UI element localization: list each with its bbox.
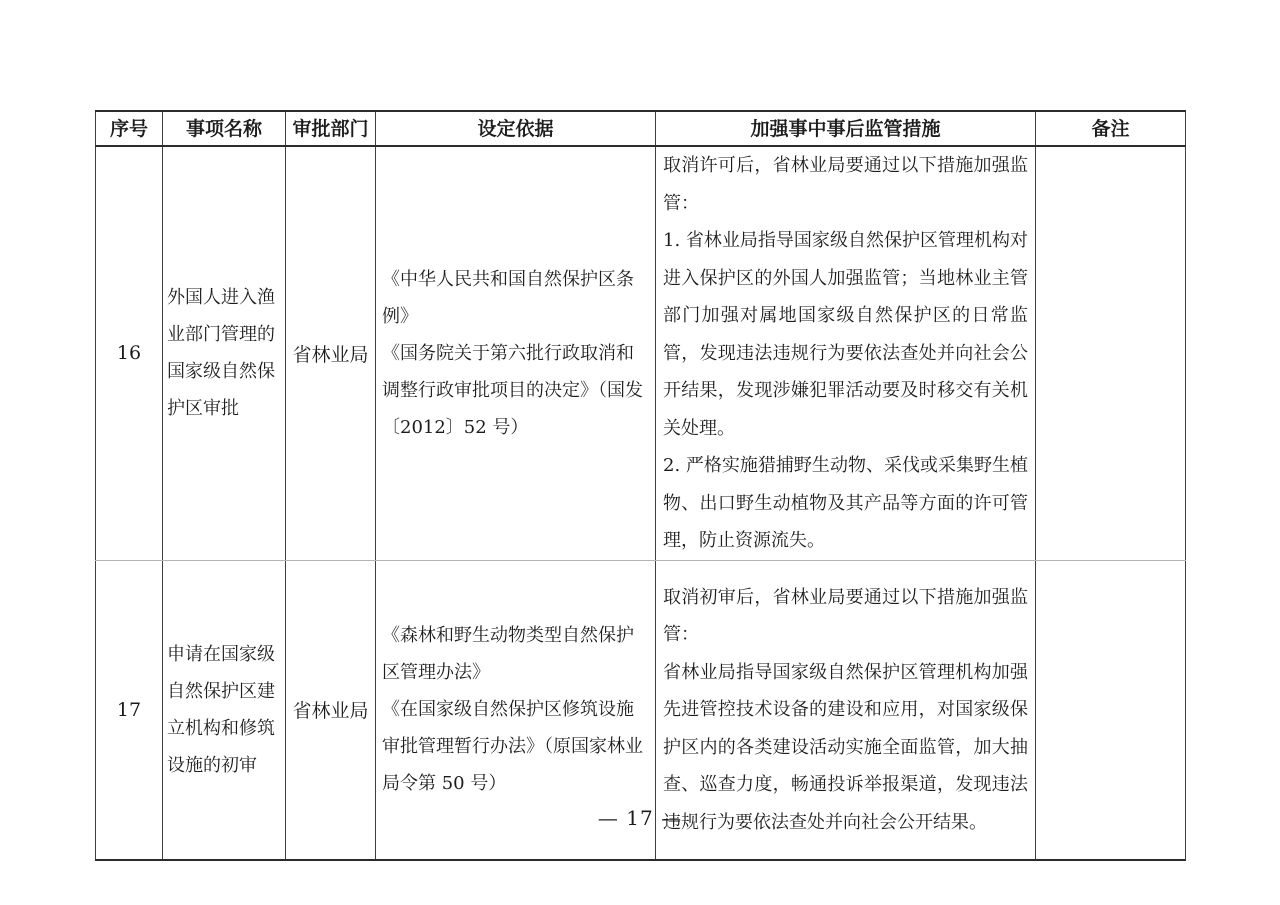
page-number: — 17 —	[597, 806, 683, 830]
measures-paragraph: 取消许可后，省林业局要通过以下措施加强监管：	[663, 155, 1028, 214]
table-row	[96, 146, 1186, 560]
item-name	[163, 146, 286, 560]
regulation-table	[95, 110, 1186, 861]
item-name-text: 外国人进入渔业部门管理的国家级自然保护区审批	[167, 287, 275, 420]
measures-paragraph: 1. 省林业局指导国家级自然保护区管理机构对进入保护区的外国人加强监管；当地林业主管部门加强对属地国家级自然保护区的日常监管，发现违法违规行为要依法查处并向社会公开结果，发现涉嫌犯罪活动要及时移交有关机关处理。	[663, 230, 1028, 439]
measures-paragraph: 2. 严格实施猎捕野生动物、采伐或采集野生植物、出口野生动植物及其产品等方面的许可管理，防止资源流失。	[663, 455, 1028, 551]
table-header-row	[96, 111, 1186, 146]
basis-paragraph: 《森林和野生动物类型自然保护区管理办法》	[382, 625, 634, 684]
measures-paragraph: 省林业局指导国家级自然保护区管理机构加强先进管控技术设备的建设和应用，对国家级保护区内的各类建设活动实施全面监管，加大抽查、巡查力度，畅通投诉举报渠道，发现违法违规行为要依法查处并向社会公开结果。	[663, 661, 1028, 833]
column-header-number: 序号	[96, 111, 163, 146]
row-number: 16	[96, 146, 163, 560]
column-header-item-name: 事项名称	[163, 111, 286, 146]
approval-department: 省林业局	[286, 146, 376, 560]
row-number: 17	[96, 560, 163, 860]
basis-paragraph: 《在国家级自然保护区修筑设施审批管理暂行办法》（原国家林业局令第 50 号）	[382, 699, 643, 795]
item-name-text: 申请在国家级自然保护区建立机构和修筑设施的初审	[167, 643, 275, 776]
column-header-measures: 加强事中事后监管措施	[656, 111, 1036, 146]
column-header-basis: 设定依据	[376, 111, 656, 146]
column-header-remark: 备注	[1036, 111, 1186, 146]
column-header-department: 审批部门	[286, 111, 376, 146]
approval-department: 省林业局	[286, 560, 376, 860]
setting-basis	[376, 146, 656, 560]
measures-paragraph: 取消初审后，省林业局要通过以下措施加强监管：	[663, 586, 1028, 645]
basis-paragraph: 《中华人民共和国自然保护区条例》	[382, 268, 634, 327]
basis-paragraph: 《国务院关于第六批行政取消和调整行政审批项目的决定》（国发〔2012〕52 号）	[382, 342, 643, 438]
supervision-measures	[656, 146, 1036, 560]
remark	[1036, 146, 1186, 560]
